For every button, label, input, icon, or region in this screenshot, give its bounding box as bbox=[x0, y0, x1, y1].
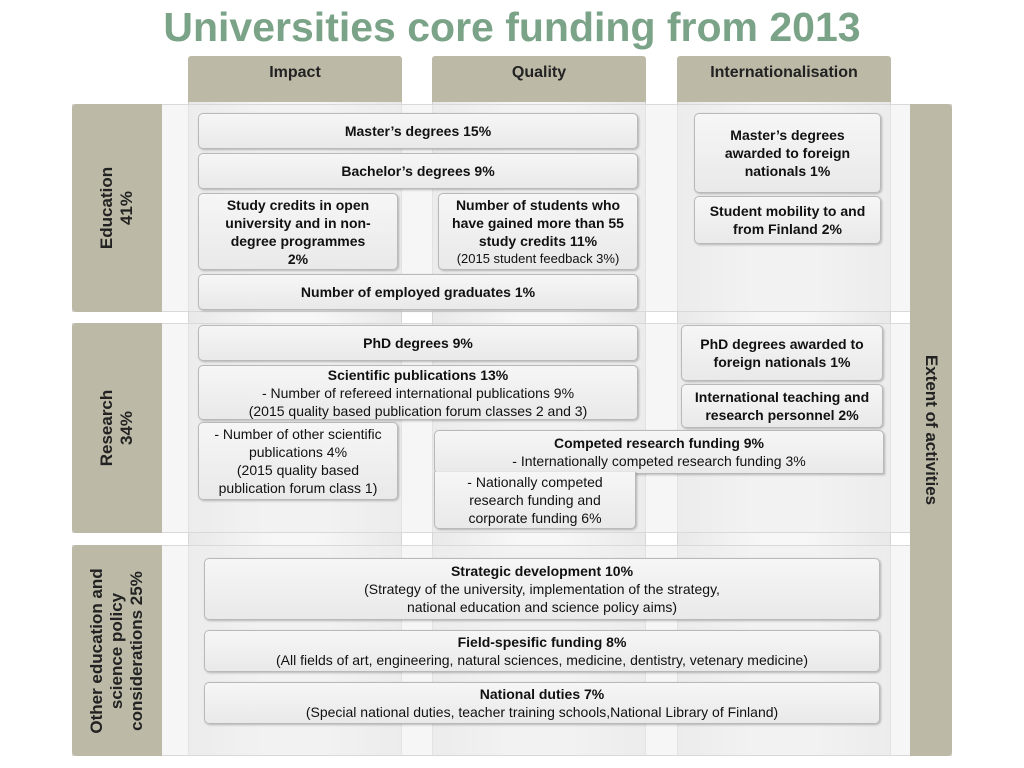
international-personnel-line: International teaching and bbox=[694, 389, 870, 405]
other-publications-line: publications 4% bbox=[248, 444, 348, 460]
scientific-publications-line: - Number of refereed international publications 9% bbox=[261, 384, 575, 401]
scientific-publications-box bbox=[198, 365, 638, 420]
bachelors-degrees-box bbox=[198, 153, 638, 189]
other-publications-box bbox=[198, 422, 398, 500]
masters-foreign-box bbox=[694, 113, 881, 193]
national-duties-title: National duties 7% bbox=[479, 686, 605, 702]
student-mobility-box bbox=[694, 196, 881, 244]
strategic-development-box bbox=[204, 558, 880, 620]
study-credits-line: Study credits in open bbox=[226, 196, 370, 213]
national-duties-line: (Special national duties, teacher training schools,National Library of Finland) bbox=[305, 704, 779, 720]
other-publications-line: (2015 quality based bbox=[236, 462, 360, 478]
employed-graduates-box bbox=[198, 274, 638, 310]
row-label-other bbox=[72, 545, 162, 756]
extent-of-activities-bar bbox=[910, 104, 952, 756]
extent-of-activities-label: Extent of activities bbox=[922, 354, 941, 506]
phd-foreign-line: PhD degrees awarded to bbox=[700, 336, 864, 352]
column-header-quality: Quality bbox=[432, 56, 646, 102]
students-55-credits-box bbox=[438, 193, 638, 270]
row-label-other-text: Other education and science policy considerations 25% bbox=[87, 567, 146, 734]
student-mobility-line: Student mobility to and bbox=[709, 203, 866, 219]
other-publications-line: - Number of other scientific bbox=[214, 426, 382, 442]
masters-foreign-line: nationals 1% bbox=[744, 163, 831, 179]
student-mobility-line: from Finland 2% bbox=[733, 221, 842, 237]
international-personnel-line: research personnel 2% bbox=[705, 407, 859, 423]
strategic-development-line: national education and science policy aims) bbox=[406, 599, 678, 615]
students-55-line: study credits 11% bbox=[478, 232, 598, 249]
study-credits-box bbox=[198, 193, 398, 270]
strategic-development-line: (Strategy of the university, implementation of the strategy, bbox=[364, 581, 720, 597]
field-specific-funding-line: (All fields of art, engineering, natural sciences, medicine, dentistry, vetenary medicine) bbox=[276, 652, 808, 668]
strategic-development-title: Strategic development 10% bbox=[450, 563, 634, 579]
students-55-note: (2015 student feedback 3%) bbox=[456, 250, 620, 266]
page-title: Universities core funding from 2013 bbox=[163, 4, 861, 50]
national-duties-box bbox=[204, 682, 880, 724]
phd-degrees-box bbox=[198, 325, 638, 361]
row-label-research-text: Research 34% bbox=[97, 389, 136, 467]
masters-foreign-line: awarded to foreign bbox=[724, 145, 851, 161]
masters-degrees-text: Master’s degrees 15% bbox=[344, 123, 492, 139]
competed-funding-title: Competed research funding 9% bbox=[553, 435, 765, 451]
national-funding-line: research funding and bbox=[469, 492, 601, 508]
scientific-publications-title: Scientific publications 13% bbox=[327, 366, 509, 383]
competed-funding-box bbox=[434, 430, 884, 474]
masters-foreign-line: Master’s degrees bbox=[730, 127, 845, 143]
field-specific-funding-title: Field-spesific funding 8% bbox=[457, 634, 627, 650]
masters-degrees-box bbox=[198, 113, 638, 149]
other-publications-line: publication forum class 1) bbox=[218, 480, 378, 496]
study-credits-line: 2% bbox=[287, 250, 309, 267]
row-label-research bbox=[72, 323, 162, 533]
scientific-publications-line: (2015 quality based publication forum classes 2 and 3) bbox=[248, 402, 588, 419]
phd-foreign-line: foreign nationals 1% bbox=[713, 354, 851, 370]
international-personnel-box bbox=[681, 384, 883, 428]
national-funding-line: corporate funding 6% bbox=[468, 510, 602, 526]
row-label-education bbox=[72, 104, 162, 312]
employed-graduates-text: Number of employed graduates 1% bbox=[300, 284, 536, 300]
column-header-internationalisation: Internationalisation bbox=[677, 56, 891, 102]
study-credits-line: degree programmes bbox=[230, 232, 366, 249]
students-55-line: Number of students who bbox=[455, 196, 621, 213]
field-specific-funding-box bbox=[204, 630, 880, 672]
bachelors-degrees-text: Bachelor’s degrees 9% bbox=[341, 163, 495, 179]
students-55-line: have gained more than 55 bbox=[452, 214, 624, 231]
study-credits-line: university and in non- bbox=[225, 214, 371, 231]
national-funding-box bbox=[434, 472, 636, 529]
competed-funding-intl: - Internationally competed research funding 3% bbox=[512, 453, 806, 469]
phd-foreign-box bbox=[681, 325, 883, 381]
row-label-education-text: Education 41% bbox=[97, 166, 136, 250]
column-header-impact: Impact bbox=[188, 56, 402, 102]
national-funding-line: - Nationally competed bbox=[467, 474, 603, 490]
phd-degrees-text: PhD degrees 9% bbox=[363, 335, 473, 351]
